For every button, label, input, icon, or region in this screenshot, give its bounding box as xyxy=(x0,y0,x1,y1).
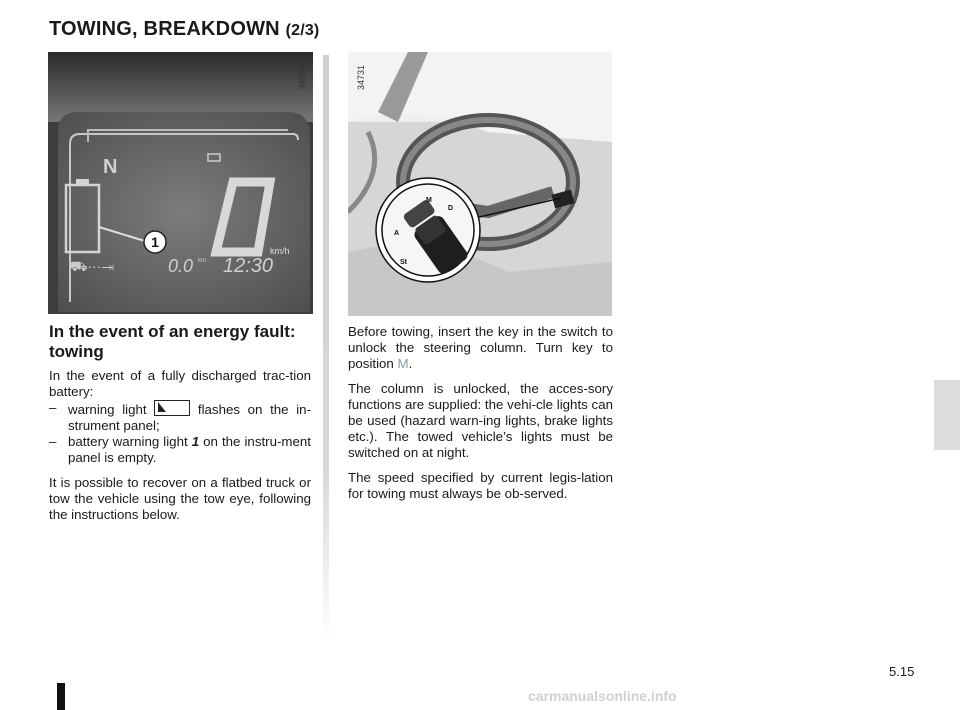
paragraph-3: The speed specified by current legis-lation for towing must always be ob-served. xyxy=(348,470,613,501)
paragraph-2: The column is unlocked, the acces-sory functions are supplied: the vehi-cle lights can be used (hazard warn-ing lights, brake lights etc.). The towed vehicle’s lights must be switched on at night. xyxy=(348,381,613,460)
footer-watermark: carmanualsonline.info xyxy=(528,688,677,704)
list-item: – warning light flashes on the in-strument panel; xyxy=(49,400,311,433)
list-dash: – xyxy=(49,400,57,415)
instrument-panel-figure xyxy=(48,52,313,314)
steering-switch-figure xyxy=(348,52,612,316)
title-main: TOWING, BREAKDOWN xyxy=(49,18,280,40)
intro-paragraph: In the event of a fully discharged trac-tion battery: xyxy=(49,368,311,399)
switch-pos-a: A xyxy=(394,230,400,237)
chapter-tab xyxy=(934,380,960,450)
callout-1: 1 xyxy=(151,234,159,250)
switch-pos-d: D xyxy=(448,205,454,212)
list-item: – battery warning light 1 on the instru-ment panel is empty. xyxy=(49,434,311,465)
corner-mark xyxy=(57,683,65,710)
section-heading: In the event of an energy fault: towing xyxy=(49,322,296,361)
page-number: 5.15 xyxy=(889,664,915,679)
position-m-label: M xyxy=(397,356,409,371)
column-divider xyxy=(323,55,329,645)
clock: 12:30 xyxy=(223,255,274,277)
figure-ref-right: 34731 xyxy=(356,64,366,90)
paragraph-1: Before towing, insert the key in the switch to unlock the steering column. Turn key to position M. xyxy=(348,324,613,371)
warning-light-icon xyxy=(154,400,190,416)
svg-text:⛟⋯⇥: ⛟⋯⇥ xyxy=(70,258,115,274)
gear-indicator: N xyxy=(103,156,118,178)
odometer: 0.0 xyxy=(168,256,194,276)
odometer-unit: km xyxy=(198,258,206,264)
switch-pos-m: M xyxy=(426,197,432,204)
switch-pos-st: St xyxy=(400,259,407,266)
figure-ref-left: 34830 xyxy=(297,64,307,90)
speed-unit: km/h xyxy=(270,246,290,256)
battery-light-ref: 1 xyxy=(191,434,200,449)
page-title xyxy=(49,18,319,41)
list-dash: – xyxy=(49,434,57,449)
left-column-body xyxy=(49,368,311,532)
title-subtitle: (2/3) xyxy=(285,22,320,39)
right-column-body xyxy=(348,324,613,511)
closing-paragraph: It is possible to recover on a flatbed truck or tow the vehicle using the tow eye, following the instructions below. xyxy=(49,475,311,522)
